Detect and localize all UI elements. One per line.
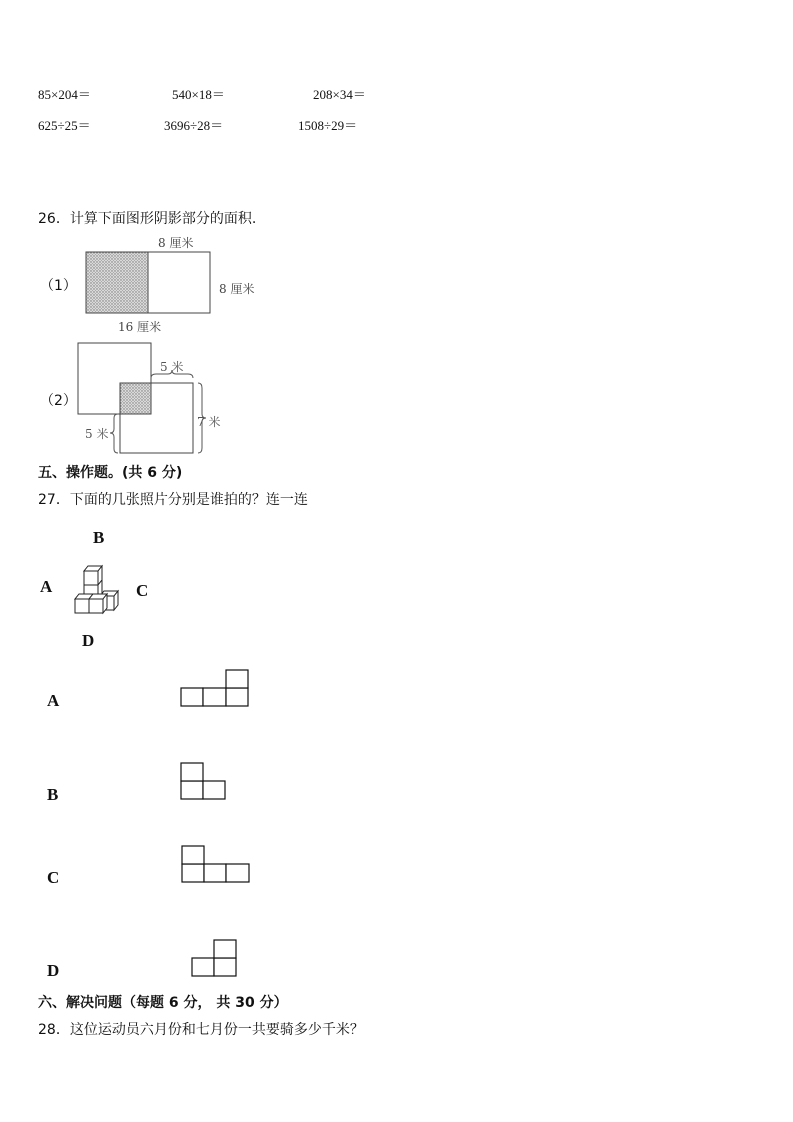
view-a-shape — [181, 670, 248, 706]
view-c-label: C — [47, 868, 60, 887]
view-b-shape — [181, 763, 225, 799]
view-b-label: B — [47, 785, 59, 804]
observer-a: A — [40, 577, 53, 596]
calc-208x34: 208×34＝ — [313, 87, 366, 102]
view-a-label: A — [47, 691, 60, 710]
fig2-top-label: 5 米 — [160, 360, 184, 374]
section5-title: 五、操作题。(共 6 分) — [38, 465, 183, 481]
observer-b: B — [93, 528, 105, 547]
q28-title: 28．这位运动员六月份和七月份一共要骑多少千米？ — [38, 1022, 364, 1038]
view-c-shape — [182, 846, 249, 882]
view-d-shape — [192, 940, 236, 976]
calc-85x204: 85×204＝ — [38, 87, 91, 102]
q26-title: 26．计算下面图形阴影部分的面积. — [38, 211, 257, 227]
fig2-left-label: 5 米 — [85, 427, 109, 441]
q27-title: 27．下面的几张照片分别是谁拍的？连一连 — [38, 492, 308, 508]
calc-540x18: 540×18＝ — [172, 87, 225, 102]
fig1-label: （1） — [40, 278, 77, 294]
fig2-label: （2） — [40, 393, 77, 409]
calc-625div25: 625÷25＝ — [38, 118, 91, 133]
fig1-top-label: 8 厘米 — [158, 236, 194, 250]
section6-title: 六、解决问题（每题 6 分， 共 30 分） — [38, 995, 288, 1011]
observer-c: C — [136, 581, 149, 600]
observer-d: D — [82, 631, 95, 650]
view-d-label: D — [47, 961, 60, 980]
fig1-right-label: 8 厘米 — [219, 282, 255, 296]
fig1-bottom-label: 16 厘米 — [118, 320, 162, 334]
calc-3696div28: 3696÷28＝ — [164, 118, 224, 133]
fig2-right-label: 7 米 — [197, 415, 221, 429]
calc-1508div29: 1508÷29＝ — [298, 118, 358, 133]
